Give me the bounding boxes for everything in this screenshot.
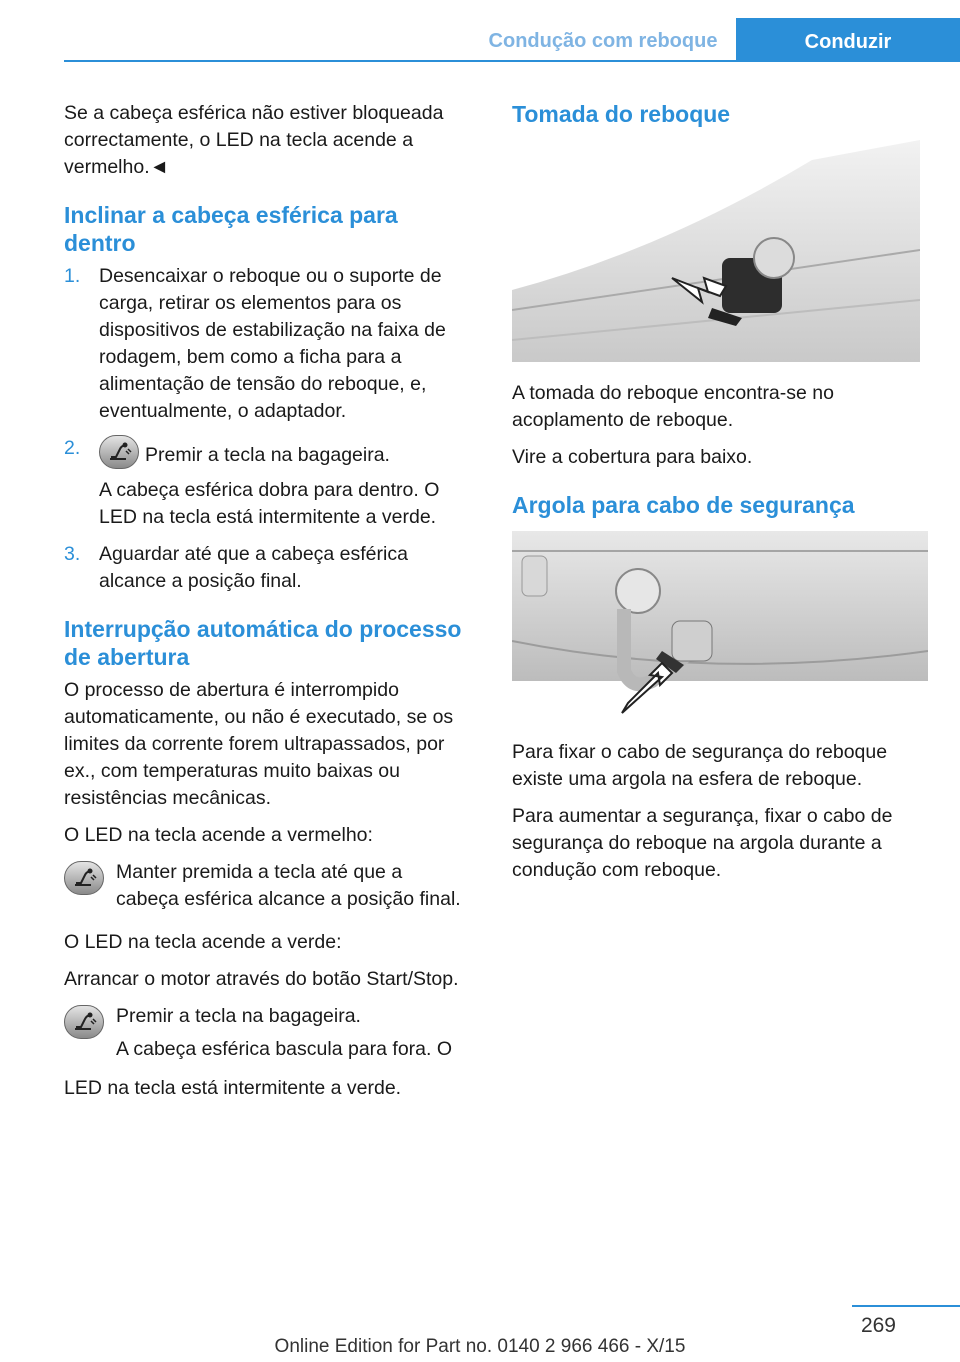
step-text: Aguardar até que a cabeça esférica alcance a posição final.: [99, 543, 408, 592]
footer-rule: [852, 1305, 960, 1307]
intro-paragraph: Se a cabeça esférica não estiver bloqueada correctamente, o LED na tecla acende a vermelho.◄: [64, 102, 444, 178]
tow-hitch-button-icon: [64, 1005, 104, 1039]
running-header-section: Condução com reboque: [488, 30, 718, 52]
socket-illustration: [512, 140, 928, 362]
tow-hitch-button-icon: [99, 435, 139, 469]
green-led-action: Premir a tecla na bagageira.: [116, 1005, 361, 1027]
socket-heading: Tomada do reboque: [512, 101, 731, 127]
page-number: 269: [860, 1314, 896, 1337]
green-led-result-start: A cabeça esférica bascula para fora. O: [116, 1038, 453, 1060]
right-column: [512, 100, 928, 894]
step-number: 1.: [64, 265, 81, 287]
safety-eye-text-1: Para fixar o cabo de segurança do reboque existe uma argola na esfera de reboque.: [512, 741, 888, 790]
step-text: Desencaixar o reboque ou o suporte de carga, retirar os elementos para os dispositivos de estabilização na faixa de rodagem, bem como a ficha para a alimentação de tensão do reboque, e, eventualmente, o adaptador.: [99, 265, 446, 422]
red-led-action: Manter premida a tecla até que a cabeça esférica alcance a posição final.: [116, 861, 461, 910]
header-rule: [64, 60, 960, 62]
red-led-instruction: [64, 859, 470, 919]
red-led-label: O LED na tecla acende a vermelho:: [64, 824, 373, 846]
fold-in-steps: [64, 263, 470, 595]
green-led-instruction: [64, 1003, 470, 1069]
safety-eye-heading: Argola para cabo de segurança: [512, 492, 855, 518]
tow-hitch-button-icon: [64, 861, 104, 895]
step-number: 3.: [64, 543, 81, 565]
step-1: [64, 263, 470, 425]
safety-eye-text-2: Para aumentar a segurança, fixar o cabo de segurança do reboque na argola durante a condução com reboque.: [512, 805, 893, 881]
start-engine-text: Arrancar o motor através do botão Start/Stop.: [64, 968, 459, 990]
step-number: 2.: [64, 437, 81, 459]
fold-in-heading: Inclinar a cabeça esférica para dentro: [64, 202, 398, 256]
socket-text-1: A tomada do reboque encontra-se no acoplamento de reboque.: [512, 382, 834, 431]
step-2-text: Premir a tecla na bagageira.: [145, 444, 390, 466]
step-2: [64, 435, 470, 531]
green-led-result-end: LED na tecla está intermitente a verde.: [64, 1077, 402, 1099]
green-led-label: O LED na tecla acende a verde:: [64, 931, 342, 953]
auto-stop-heading: Interrupção automática do processo de abertura: [64, 616, 462, 670]
safety-eye-illustration: [512, 531, 928, 721]
left-column: [64, 100, 470, 1112]
socket-text-2: Vire a cobertura para baixo.: [512, 446, 753, 468]
footer-edition: Online Edition for Part no. 0140 2 966 466 - X/15: [274, 1336, 686, 1357]
step-text: [99, 435, 470, 469]
step-3: [64, 541, 470, 595]
running-header-chapter: Conduzir: [736, 18, 960, 62]
step-2-result: A cabeça esférica dobra para dentro. O LED na tecla está intermitente a verde.: [99, 479, 440, 528]
auto-stop-paragraph: O processo de abertura é interrompido automaticamente, ou não é executado, se os limites da corrente forem ultrapassados, por ex., com temperaturas muito baixas ou resistências mecânicas.: [64, 679, 454, 809]
